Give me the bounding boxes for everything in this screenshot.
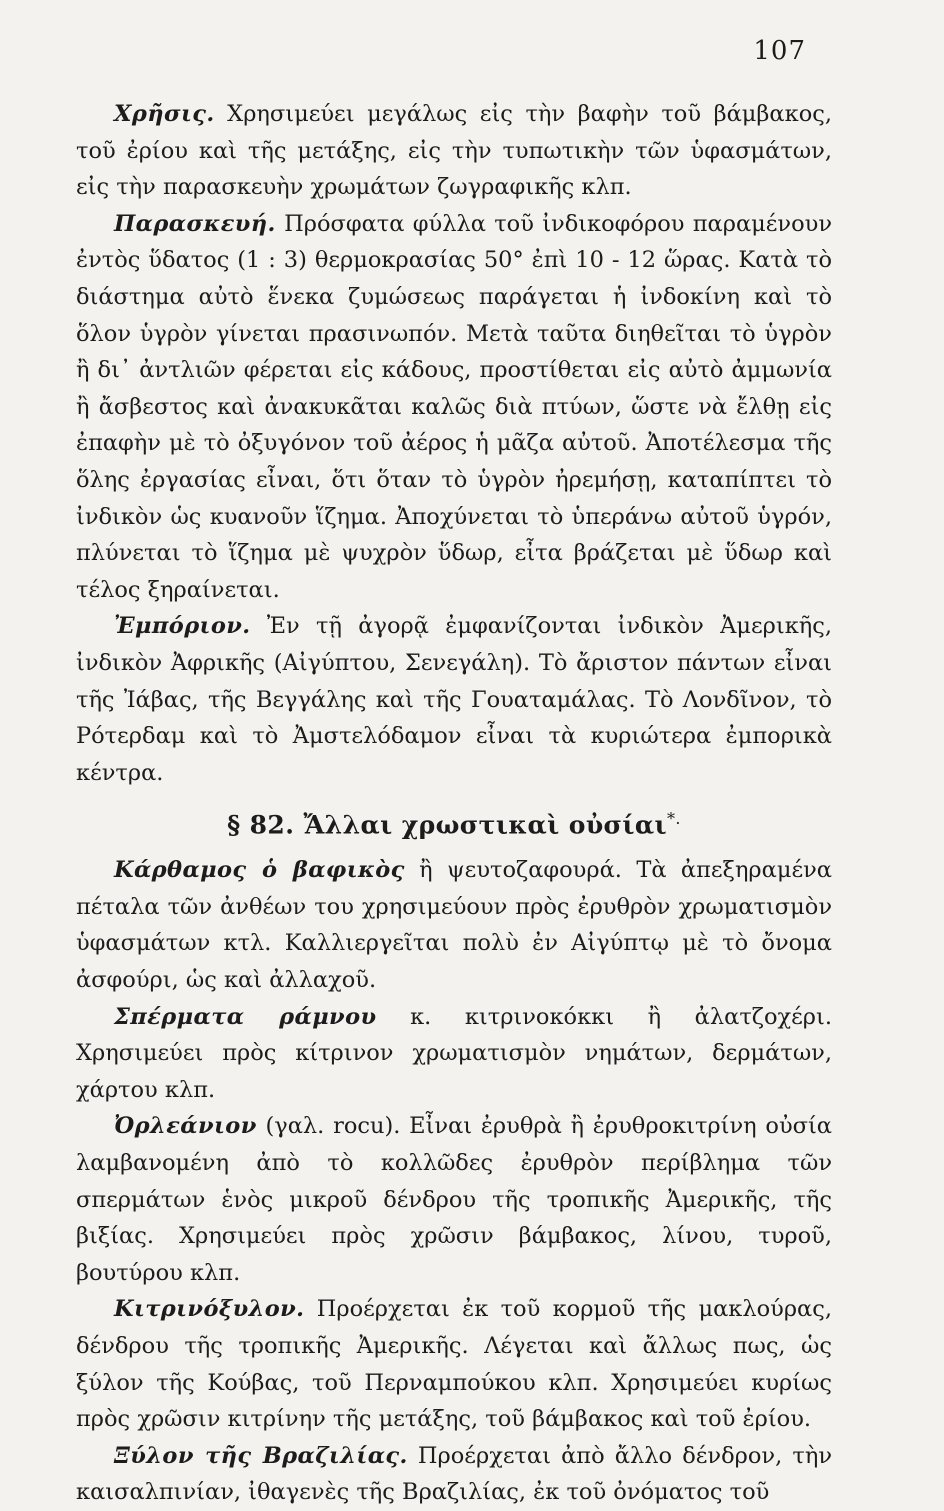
paragraph-text: Πρόσφατα φύλλα τοῦ ἰνδικοφόρου παραμένουν ἐντὸς ὕδατος (1 : 3) θερμοκρασίας 50° ἐπὶ 10 - 12 ὥρας. Κατὰ τὸ διάστημα αὐτὸ ἕνεκα ζυμώσεως παράγεται ἡ ἰνδοκίνη καὶ τὸ ὅλον ὑγρὸν γίνεται πρασινωπόν. Μετὰ ταῦτα διηθεῖται τὸ ὑγρὸν ἢ δι᾽ ἀντλιῶν φέρεται εἰς κάδους, προστίθεται εἰς αὐτὸ ἀμμωνία ἢ ἄσβεστος καὶ ἀνακυκᾶται καλῶς διὰ πτύων, ὥστε νὰ ἔλθῃ εἰς ἐπαφὴν μὲ τὸ ὀξυγόνον τοῦ ἀέρος ἡ μᾶζα αὐτοῦ. Ἀποτέλεσμα τῆς ὅλης ἐργασίας εἶναι, ὅτι ὅταν τὸ ὑγρὸν ἠρεμήσῃ, καταπίπτει τὸ ἰνδικὸν ὡς κυανοῦν ἵζημα. Ἀποχύνεται τὸ ὑπεράνω αὐτοῦ ὑγρόν, πλύνεται τὸ ἵζημα μὲ ψυχρὸν ὕδωρ, εἶτα βράζεται μὲ ὕδωρ καὶ τέλος ξηραίνεται. xyxy=(76,210,832,603)
paragraph-preparation xyxy=(76,206,832,609)
entry-text: κ. κιτρινοκόκκι ἢ ἀλατζοχέρι. Χρησιμεύει πρὸς κίτρινον χρωματισμὸν νημάτων, δερμάτων, χάρτου κλπ. xyxy=(76,1003,832,1103)
paragraph-trade xyxy=(76,608,832,791)
text-block xyxy=(76,96,832,1511)
paragraph-lead: Ἐμπόριον. xyxy=(114,613,251,640)
entry-safflower xyxy=(76,852,832,998)
section-title: Ἄλλαι χρωστικαὶ οὐσίαι xyxy=(303,810,668,840)
entry-annatto xyxy=(76,1108,832,1291)
entry-text: Προέρχεται ἐκ τοῦ κορμοῦ τῆς μακλούρας, δένδρου τῆς τροπικῆς Ἀμερικῆς. Λέγεται καὶ ἄλλως πως, ὡς ξύλον τῆς Κούβας, τοῦ Περναμπούκου κλπ. Χρησιμεύει κυρίως πρὸς χρῶσιν κιτρίνην τῆς μετάξης, τοῦ βάμβακος καὶ τοῦ ἐρίου. xyxy=(76,1296,832,1433)
entry-text: Προέρχεται ἀπὸ ἄλλο δένδρον, τὴν καισαλπινίαν, ἰθαγενὲς τῆς Βραζιλίας, ἐκ τοῦ ὀνόματος τοῦ xyxy=(76,1442,833,1506)
paragraph-lead: Παρασκευή. xyxy=(114,210,276,237)
entry-lead: Ὀρλεάνιον xyxy=(114,1113,257,1140)
section-heading xyxy=(76,801,832,844)
entry-fustic xyxy=(76,1291,832,1437)
entry-lead: Κάρθαμος ὁ βαφικὸς xyxy=(114,857,405,884)
paragraph-text: Χρησιμεύει μεγάλως εἰς τὴν βαφὴν τοῦ βάμβακος, τοῦ ἐρίου καὶ τῆς μετάξης, εἰς τὴν τυπωτικὴν τῶν ὑφασμάτων, εἰς τὴν παρασκευὴν χρωμάτων ζωγραφικῆς κλπ. xyxy=(76,101,832,201)
paragraph-text: Ἐν τῇ ἀγορᾷ ἐμφανίζονται ἰνδικὸν Ἀμερικῆς, ἰνδικὸν Ἀφρικῆς (Αἰγύπτου, Σενεγάλη). Τὸ ἄριστον πάντων εἶναι τῆς Ἰάβας, τῆς Βεγγάλης καὶ τῆς Γουαταμάλας. Τὸ Λονδῖνον, τὸ Ρότερδαμ καὶ τὸ Ἀμστελόδαμον εἶναι τὰ κυριώτερα ἐμπορικὰ κέντρα. xyxy=(76,613,832,786)
paragraph-lead: Χρῆσις. xyxy=(114,101,215,127)
page-number: 107 xyxy=(753,36,806,66)
section-number: § 82. xyxy=(227,810,295,840)
entry-text: (γαλ. rocu). Εἶναι ἐρυθρὰ ἢ ἐρυθροκιτρίνη οὐσία λαμβανομένη ἀπὸ τὸ κολλῶδες ἐρυθρὸν περίβλημα τῶν σπερμάτων ἑνὸς μικροῦ δένδρου τῆς τροπικῆς Ἀμερικῆς, τῆς βιξίας. Χρησιμεύει πρὸς χρῶσιν βάμβακος, λίνου, τυροῦ, βουτύρου κλπ. xyxy=(76,1113,832,1286)
footnote-marker: *. xyxy=(667,809,681,829)
entry-text: ἢ ψευτοζαφουρά. Τὰ ἀπεξηραμένα πέταλα τῶν ἀνθέων του χρησιμεύουν πρὸς ἐρυθρὸν χρωματισμὸν ὑφασμάτων κτλ. Καλλιεργεῖται πολὺ ἐν Αἰγύπτῳ μὲ τὸ ὄνομα ἀσφούρι, ὡς καὶ ἀλλαχοῦ. xyxy=(76,857,833,993)
entry-lead: Ξύλον τῆς Βραζιλίας. xyxy=(114,1442,408,1469)
entry-buckthorn xyxy=(76,999,832,1109)
entry-lead: Σπέρματα ράμνου xyxy=(114,1003,377,1030)
entry-lead: Κιτρινόξυλον. xyxy=(114,1296,305,1323)
paragraph-use xyxy=(76,96,832,206)
